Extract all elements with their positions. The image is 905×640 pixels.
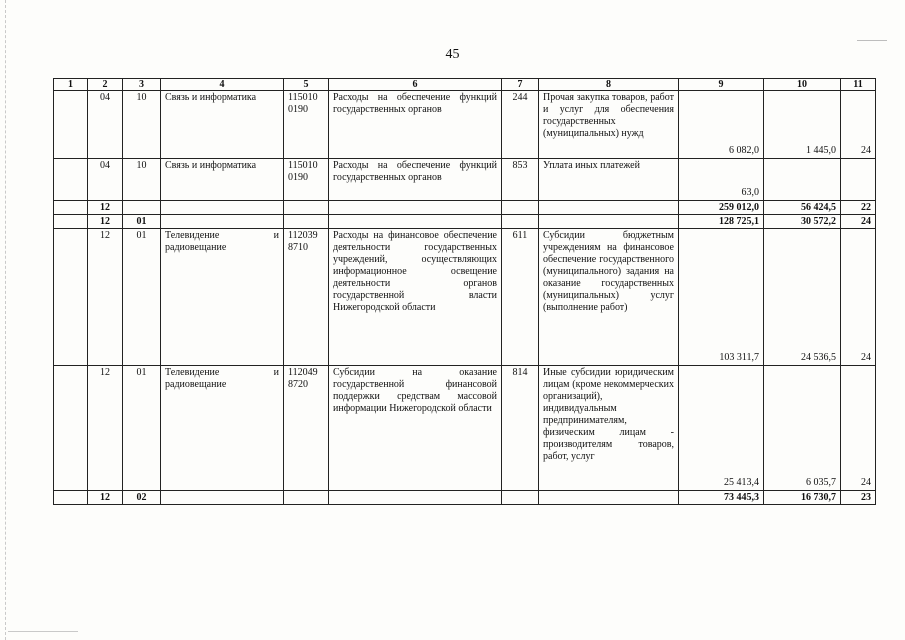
cell-section: 04 xyxy=(88,159,123,201)
cell-expense-code xyxy=(502,215,539,229)
cell-target-code xyxy=(284,491,329,505)
cell-name: Связь и информатика xyxy=(161,159,284,201)
cell-expense-name: Прочая закупка товаров, работ и услуг для обеспечения государственных (муниципальных) нужд xyxy=(539,91,679,159)
col-header-8: 8 xyxy=(539,79,679,91)
cell-name xyxy=(161,491,284,505)
cell-expense-name: Уплата иных платежей xyxy=(539,159,679,201)
col-header-7: 7 xyxy=(502,79,539,91)
cell-col1 xyxy=(54,159,88,201)
subtotal-row xyxy=(54,491,876,505)
cell-subsection: 01 xyxy=(123,215,161,229)
cell-subsection: 10 xyxy=(123,91,161,159)
col-header-5: 5 xyxy=(284,79,329,91)
col-header-3: 3 xyxy=(123,79,161,91)
cell-percent: 24 xyxy=(841,366,876,491)
cell-plan: 25 413,4 xyxy=(679,366,764,491)
cell-percent xyxy=(841,159,876,201)
cell-subsection: 01 xyxy=(123,366,161,491)
cell-section: 12 xyxy=(88,491,123,505)
subtotal-row xyxy=(54,201,876,215)
cell-target-code xyxy=(284,215,329,229)
cell-section: 12 xyxy=(88,201,123,215)
cell-plan: 259 012,0 xyxy=(679,201,764,215)
cell-target-code: 115010 0190 xyxy=(284,91,329,159)
cell-col1 xyxy=(54,201,88,215)
subtotal-row xyxy=(54,215,876,229)
cell-col1 xyxy=(54,91,88,159)
cell-expense-code: 853 xyxy=(502,159,539,201)
cell-name: Телевидение и радиовещание xyxy=(161,366,284,491)
scan-mark-bottom xyxy=(8,631,78,632)
cell-col1 xyxy=(54,229,88,366)
cell-percent: 23 xyxy=(841,491,876,505)
cell-name: Телевидение и радиовещание xyxy=(161,229,284,366)
cell-target-name xyxy=(329,215,502,229)
cell-plan: 6 082,0 xyxy=(679,91,764,159)
col-header-10: 10 xyxy=(764,79,841,91)
cell-expense-code xyxy=(502,201,539,215)
cell-section: 04 xyxy=(88,91,123,159)
col-header-9: 9 xyxy=(679,79,764,91)
cell-percent: 22 xyxy=(841,201,876,215)
col-header-2: 2 xyxy=(88,79,123,91)
cell-expense-code xyxy=(502,491,539,505)
cell-percent: 24 xyxy=(841,229,876,366)
cell-section: 12 xyxy=(88,229,123,366)
cell-expense-code: 611 xyxy=(502,229,539,366)
table-row xyxy=(54,366,876,491)
cell-target-code: 112039 8710 xyxy=(284,229,329,366)
cell-col1 xyxy=(54,366,88,491)
cell-expense-name xyxy=(539,491,679,505)
cell-expense-name xyxy=(539,215,679,229)
cell-actual: 6 035,7 xyxy=(764,366,841,491)
cell-actual xyxy=(764,159,841,201)
cell-expense-name: Субсидии бюджетным учреждениям на финансовое обеспечение государственного (муниципального) задания на оказание государственных (муниципальных) услуг (выполнение работ) xyxy=(539,229,679,366)
cell-expense-code: 814 xyxy=(502,366,539,491)
table-row xyxy=(54,229,876,366)
cell-percent: 24 xyxy=(841,91,876,159)
col-header-4: 4 xyxy=(161,79,284,91)
cell-target-code: 115010 0190 xyxy=(284,159,329,201)
cell-target-name: Расходы на обеспечение функций государственных органов xyxy=(329,159,502,201)
cell-actual: 16 730,7 xyxy=(764,491,841,505)
cell-target-code xyxy=(284,201,329,215)
cell-col1 xyxy=(54,491,88,505)
cell-target-name: Субсидии на оказание государственной финансовой поддержки средствам массовой информации Нижегородской области xyxy=(329,366,502,491)
budget-table xyxy=(53,78,876,505)
cell-section: 12 xyxy=(88,366,123,491)
cell-actual: 24 536,5 xyxy=(764,229,841,366)
cell-name xyxy=(161,201,284,215)
cell-name xyxy=(161,215,284,229)
table-row xyxy=(54,91,876,159)
cell-target-name xyxy=(329,201,502,215)
cell-target-name: Расходы на обеспечение функций государственных органов xyxy=(329,91,502,159)
cell-percent: 24 xyxy=(841,215,876,229)
cell-subsection xyxy=(123,201,161,215)
cell-name: Связь и информатика xyxy=(161,91,284,159)
cell-subsection: 02 xyxy=(123,491,161,505)
cell-expense-name xyxy=(539,201,679,215)
cell-plan: 73 445,3 xyxy=(679,491,764,505)
col-header-6: 6 xyxy=(329,79,502,91)
cell-actual: 30 572,2 xyxy=(764,215,841,229)
cell-target-code: 112049 8720 xyxy=(284,366,329,491)
cell-target-name xyxy=(329,491,502,505)
cell-plan: 63,0 xyxy=(679,159,764,201)
column-number-row xyxy=(54,79,876,91)
cell-col1 xyxy=(54,215,88,229)
cell-plan: 128 725,1 xyxy=(679,215,764,229)
cell-expense-name: Иные субсидии юридическим лицам (кроме некоммерческих организаций), индивидуальным предпринимателям, физическим лицам - производителям товаров, работ, услуг xyxy=(539,366,679,491)
cell-expense-code: 244 xyxy=(502,91,539,159)
cell-plan: 103 311,7 xyxy=(679,229,764,366)
cell-actual: 1 445,0 xyxy=(764,91,841,159)
col-header-1: 1 xyxy=(54,79,88,91)
page-number: 45 xyxy=(445,47,460,62)
cell-subsection: 01 xyxy=(123,229,161,366)
col-header-11: 11 xyxy=(841,79,876,91)
cell-subsection: 10 xyxy=(123,159,161,201)
table-row xyxy=(54,159,876,201)
cell-section: 12 xyxy=(88,215,123,229)
cell-target-name: Расходы на финансовое обеспечение деятельности государственных учреждений, осуществляющих информационное освещение деятельности органов государственной власти Нижегородской области xyxy=(329,229,502,366)
cell-actual: 56 424,5 xyxy=(764,201,841,215)
binding-edge-line xyxy=(5,0,6,640)
scan-mark-top xyxy=(857,40,887,41)
